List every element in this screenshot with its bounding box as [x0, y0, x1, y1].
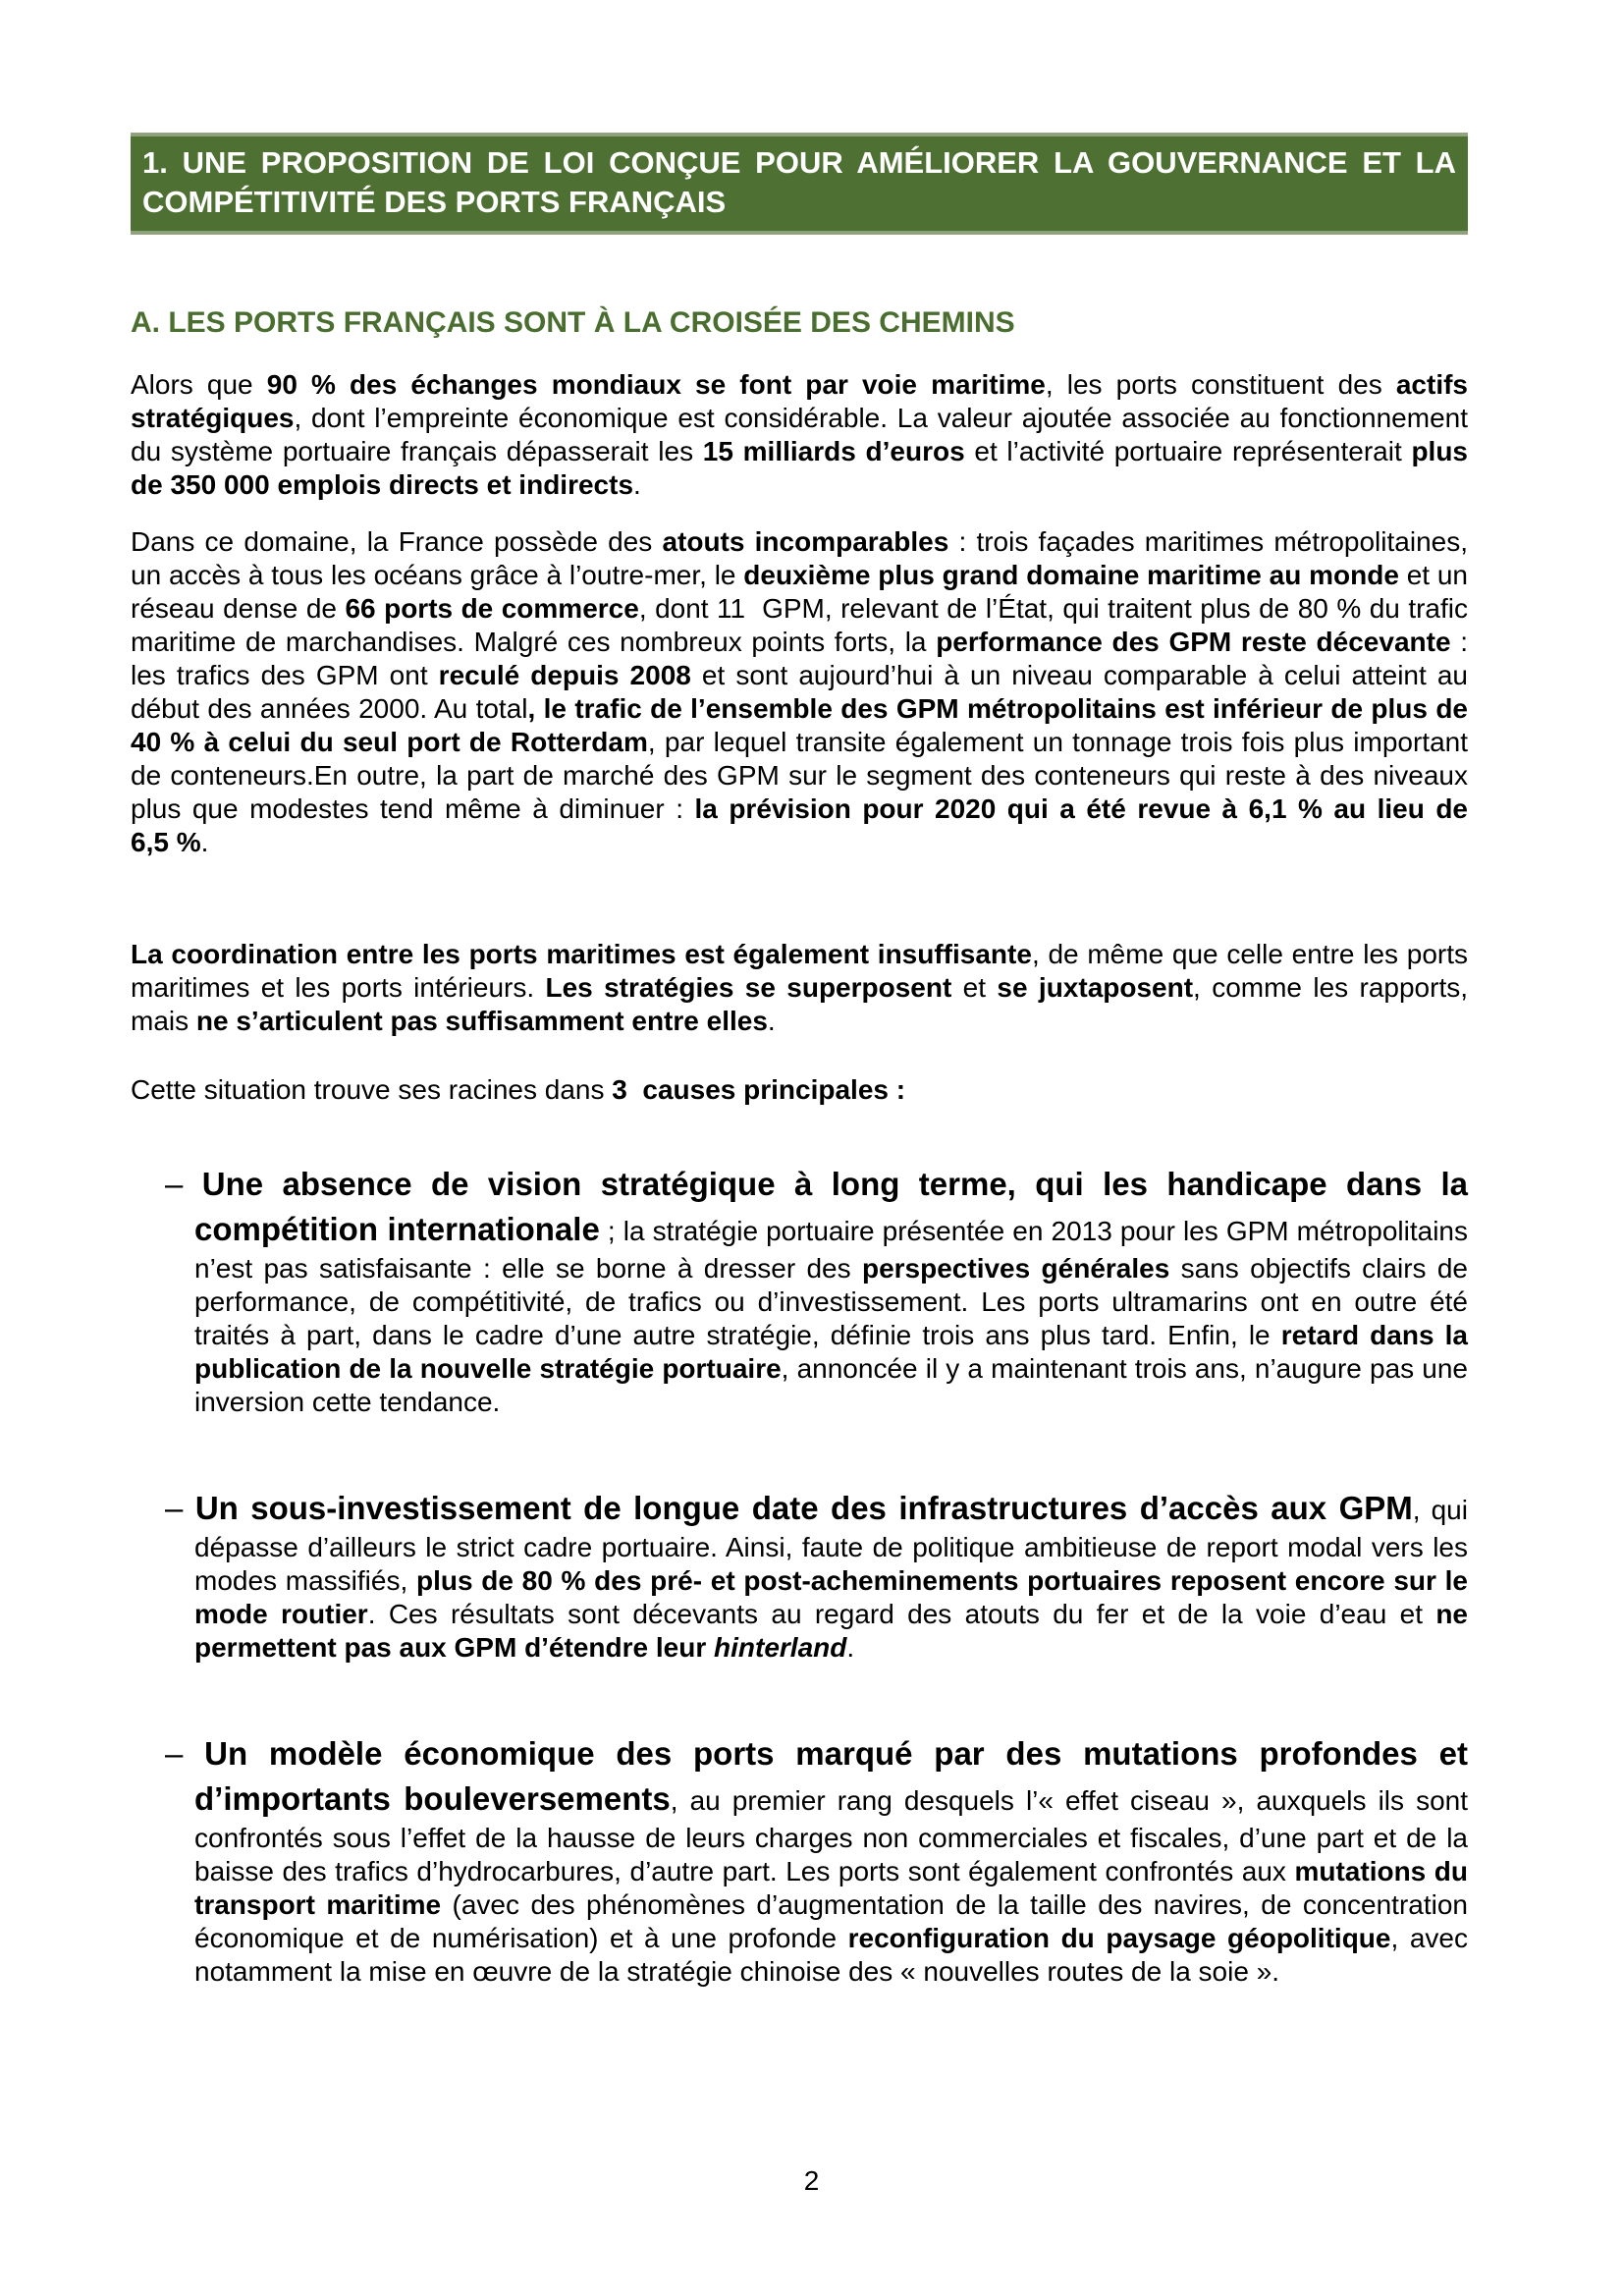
text-run: 3 causes principales : [612, 1074, 906, 1105]
paragraph-three-causes [131, 1073, 1468, 1107]
text-run: , dont 11 GPM, relevant de l’État, qui traitent plus de 80 % du trafic maritime de marchandises. Malgré ces nombreux points forts, la [131, 593, 1468, 657]
text-run: sans objectifs clairs de performance, de compétitivité, de trafics ou d’investissement. Les ports ultramarins ont en outre été traités à part, dans le cadre d’une autre stratégie, définie trois ans plus tard. Enfin, le [194, 1253, 1469, 1350]
paragraph-french-assets [131, 525, 1468, 859]
text-run: retard dans la publication de la nouvelle stratégie portuaire [194, 1320, 1468, 1384]
text-run: (avec des phénomènes d’augmentation de la taille des navires, de concentration économique et de numérisation) et à une profonde [194, 1889, 1468, 1953]
text-run: , comme les rapports, mais [131, 972, 1469, 1036]
text-run: et [951, 972, 998, 1003]
text-run: La coordination entre les ports maritimes est également insuffisante [131, 939, 1032, 969]
text-run: et l’activité portuaire représenterait [964, 436, 1412, 466]
text-run: , qui dépasse d’ailleurs le strict cadre portuaire. Ainsi, faute de politique ambitieuse de report modal vers les modes massifiés, [194, 1495, 1468, 1596]
text-run: la prévision pour 2020 qui a été revue à 6,1 % au lieu de 6,5 % [131, 793, 1469, 857]
text-run: performance des GPM reste décevante [936, 627, 1451, 657]
bullet-economic-model [165, 1731, 1468, 1989]
page-number: 2 [803, 2165, 820, 2196]
text-run: perspectives générales [861, 1253, 1170, 1284]
text-run: Les stratégies se superposent [545, 972, 952, 1003]
text-run: et un réseau dense de [131, 560, 1468, 624]
text-run: ne s’articulent pas suffisamment entre elles [195, 1006, 768, 1036]
text-run: , dont l’empreinte économique est considérable. La valeur ajoutée associée au fonctionnement du système portuaire français dépasserait les [131, 403, 1468, 466]
text-run: reconfiguration du paysage géopolitique [847, 1923, 1391, 1953]
text-run: : trois façades maritimes métropolitaines, un accès à tous les océans grâce à l’outre-mer, le [131, 526, 1468, 590]
section-heading: A. LES PORTS FRANÇAIS SONT À LA CROISÉE DES CHEMINS [131, 306, 1015, 339]
text-run: actifs stratégiques [131, 369, 1468, 433]
text-run: plus de 80 % des pré- et post-acheminements portuaires reposent encore sur le mode routier [194, 1565, 1468, 1629]
text-run: , les ports constituent des [1045, 369, 1396, 400]
text-run: ne permettent pas aux GPM d’étendre leur [194, 1599, 1468, 1663]
text-run: , par lequel transite également un tonnage trois fois plus important de conteneurs.En outre, la part de marché des GPM sur le segment des conteneurs qui reste à des niveaux plus que modestes tend même à diminuer : [131, 727, 1468, 824]
bullet-under-investment [165, 1486, 1468, 1665]
title-banner: 1. UNE PROPOSITION DE LOI CONÇUE POUR AMÉLIORER LA GOUVERNANCE ET LA COMPÉTITIVITÉ DES PORTS FRANÇAIS [131, 135, 1468, 233]
text-run: 90 % des échanges mondiaux se font par voie maritime [266, 369, 1046, 400]
text-run: Dans ce domaine, la France possède des [131, 526, 663, 557]
text-run: et sont aujourd’hui à un niveau comparable à celui atteint au début des années 2000. Au total [131, 660, 1468, 724]
text-run: deuxième plus grand domaine maritime au monde [743, 560, 1399, 590]
text-run: . [633, 469, 641, 500]
text-run: , le trafic de l’ensemble des GPM métropolitains est inférieur de plus de 40 % à celui du seul port de Rotterdam [131, 693, 1468, 757]
text-run: reculé depuis 2008 [438, 660, 691, 690]
text-run: Alors que [131, 369, 267, 400]
text-run: , annoncée il y a maintenant trois ans, n’augure pas une inversion cette tendance. [194, 1353, 1468, 1417]
text-run: atouts incomparables [662, 526, 949, 557]
paragraph-strategic-assets [131, 368, 1468, 502]
text-run: . Ces résultats sont décevants au regard des atouts du fer et de la voie d’eau et [367, 1599, 1436, 1629]
bullet-strategic-vision [165, 1162, 1468, 1419]
text-run: , de même que celle entre les ports maritimes et les ports intérieurs. [131, 939, 1469, 1003]
text-run: 66 ports de commerce [345, 593, 639, 624]
text-run: hinterland [714, 1632, 847, 1663]
paragraph-coordination [131, 938, 1468, 1038]
text-run: ; la stratégie portuaire présentée en 2013 pour les GPM métropolitains n’est pas satisfaisante : elle se borne à dresser des [194, 1216, 1468, 1284]
text-run: plus de 350 000 emplois directs et indirects [131, 436, 1468, 500]
text-run: . [846, 1632, 855, 1663]
text-run: Un modèle économique des ports marqué par des mutations profondes et d’importants bouleversements [194, 1735, 1468, 1817]
text-run: Cette situation trouve ses racines dans [131, 1074, 613, 1105]
text-run: . [200, 827, 209, 857]
text-run: – [165, 1735, 205, 1772]
text-run: Un sous-investissement de longue date des infrastructures d’accès aux GPM [194, 1490, 1413, 1526]
text-run: – [165, 1490, 195, 1526]
text-run: . [767, 1006, 776, 1036]
text-run: , au premier rang desquels l’« effet ciseau », auxquels ils sont confrontés sous l’effet de la hausse de leurs charges non commerciales et fiscales, d’une part et de la baisse des trafics d’hydrocarbures, d’autre part. Les ports sont également confrontés aux [194, 1785, 1468, 1886]
text-run: – [165, 1166, 202, 1202]
text-run: : les trafics des GPM ont [131, 627, 1468, 690]
text-run: Une absence de vision stratégique à long terme, qui les handicape dans la compétition internationale [194, 1166, 1468, 1247]
text-run: 15 milliards d’euros [702, 436, 965, 466]
text-run: se juxtaposent [997, 972, 1194, 1003]
text-run: mutations du transport maritime [194, 1856, 1469, 1920]
text-run: , avec notamment la mise en œuvre de la stratégie chinoise des « nouvelles routes de la soie ». [194, 1923, 1469, 1987]
